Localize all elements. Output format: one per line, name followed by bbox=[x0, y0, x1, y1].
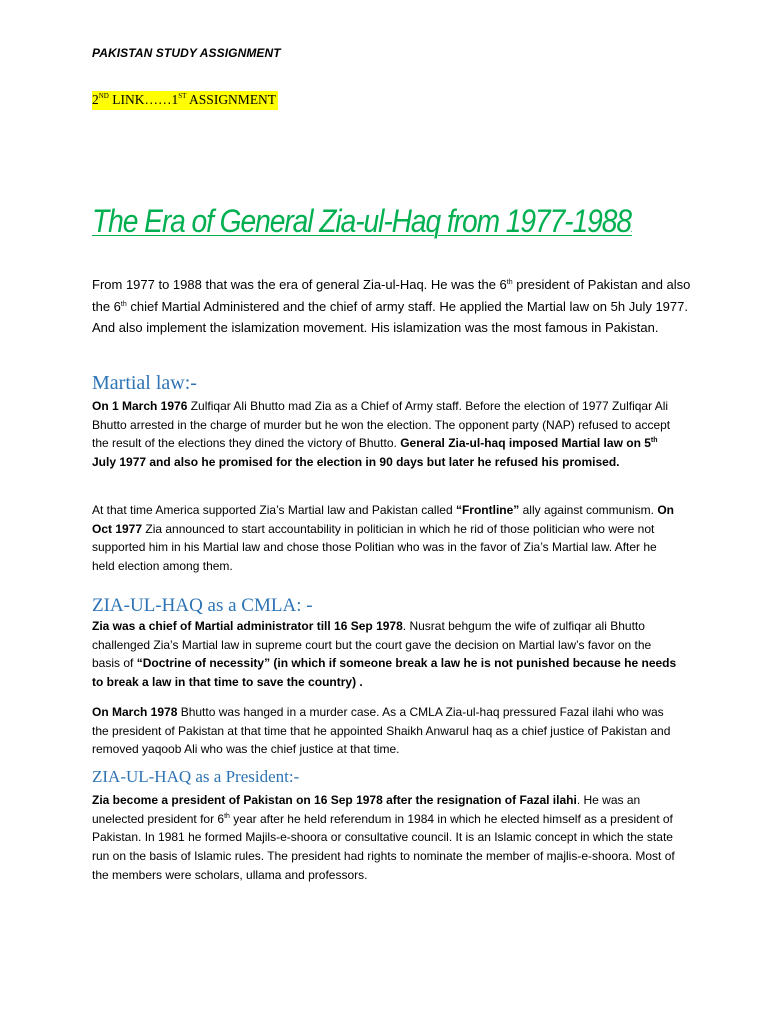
intro-paragraph bbox=[92, 274, 692, 339]
s1p2-text-3: Zia announced to start accountability in politician in which he rid of those politician who were not supported him in his Martial law and chose those Politian who was in the favor of Zia’s Martial law. After he held election among them. bbox=[92, 521, 657, 574]
link-superscript-nd: ND bbox=[98, 92, 109, 100]
s1p2-text-1: At that time America supported Zia’s Martial law and Pakistan called bbox=[92, 503, 456, 517]
course-header: PAKISTAN STUDY ASSIGNMENT bbox=[92, 46, 281, 60]
martial-law-paragraph-2 bbox=[92, 501, 682, 576]
s1p1-bold-1: On 1 March 1976 bbox=[92, 399, 188, 413]
title-text: The Era of General Zia-ul-Haq from 1977-1988 bbox=[92, 203, 631, 239]
section-heading-cmla: ZIA-UL-HAQ as a CMLA: - bbox=[92, 595, 313, 616]
document-title bbox=[92, 203, 632, 240]
s2p2-text-1: Bhutto was hanged in a murder case. As a CMLA Zia-ul-haq pressured Fazal ilahi who was the president of Pakistan at that time that he appointed Shaikh Anwarul haq as a chief justice of Pakistan and removed yaqoob Ali who was the chief justice at that time. bbox=[92, 705, 671, 757]
s1p1-sup: th bbox=[650, 437, 658, 445]
section-heading-president: ZIA-UL-HAQ as a President:- bbox=[92, 767, 300, 786]
martial-law-paragraph-1 bbox=[92, 397, 682, 472]
assignment-link-label bbox=[92, 91, 278, 110]
section-heading-martial-law: Martial law:- bbox=[92, 372, 197, 394]
link-text-post: ASSIGNMENT bbox=[186, 92, 277, 107]
intro-text-a: From 1977 to 1988 that was the era of general Zia-ul-Haq. He was the 6 bbox=[92, 277, 507, 292]
president-paragraph-1 bbox=[92, 791, 682, 885]
s1p1-bold-2: General Zia-ul-haq imposed Martial law on 5 bbox=[400, 436, 651, 451]
s2p1-bold-1: Zia was a chief of Martial administrator till 16 Sep 1978 bbox=[92, 619, 403, 633]
cmla-paragraph-2 bbox=[92, 703, 682, 759]
intro-text-c: chief Martial Administered and the chief of army staff. He applied the Martial law on 5h July 1977. And also implement the islamization movement. His islamization was the most famous in Pakistan. bbox=[92, 298, 688, 336]
s2p2-bold-1: On March 1978 bbox=[92, 705, 178, 719]
s3p1-bold-1: Zia become a president of Pakistan on 16 Sep 1978 after the resignation of Fazal ilahi bbox=[92, 793, 577, 807]
s1p2-bold-2: On Oct 1977 bbox=[92, 503, 674, 536]
s1p2-text-2: ally against communism. bbox=[519, 503, 658, 517]
s2p1-text-1: . Nusrat behgum the wife of zulfiqar ali Bhutto challenged Zia’s Martial law in supreme court but the court gave the decision on Martial law’s favor on the basis of bbox=[92, 619, 652, 671]
s3p1-text-2: year after he held referendum in 1984 in which he elected himself as a president of Pakistan. In 1981 he formed Majils-e-shoora or consultative council. It is an Islamic concept in which the state run on the basis of Islamic rules. The president had rights to nominate the member of majlis-e-shoora. Most of the members were scholars, ullama and professors. bbox=[92, 811, 675, 882]
s1p2-bold-1: “Frontline” bbox=[455, 503, 520, 517]
cmla-paragraph-1 bbox=[92, 617, 682, 692]
link-text-mid: LINK……1 bbox=[108, 92, 179, 107]
intro-text-b: president of Pakistan and also the 6 bbox=[92, 277, 691, 314]
intro-sup-2: th bbox=[120, 300, 127, 308]
s3p1-sup: th bbox=[224, 812, 230, 820]
s2p1-bold-2: “Doctrine of necessity” (in which if someone break a law he is not punished because he needs to break a law in that time to save the country) . bbox=[92, 656, 677, 690]
title-tail: . bbox=[630, 224, 633, 234]
link-text-pre: 2 bbox=[92, 92, 99, 107]
s1p1-bold-3: July 1977 and also he promised for the election in 90 days but later he refused his promised. bbox=[92, 455, 620, 470]
s3p1-text-1: . He was an unelected president for 6 bbox=[92, 793, 641, 826]
s1p1-text-1: Zulfiqar Ali Bhutto mad Zia as a Chief of Army staff. Before the election of 1977 Zulfiqar Ali Bhutto arrested in the charge of murder but he won the election. The opponent party (NAP) refused to accept the result of the elections they dined the victory of Bhutto. bbox=[92, 399, 671, 451]
intro-sup-1: th bbox=[506, 279, 513, 286]
link-superscript-st: ST bbox=[178, 92, 187, 100]
